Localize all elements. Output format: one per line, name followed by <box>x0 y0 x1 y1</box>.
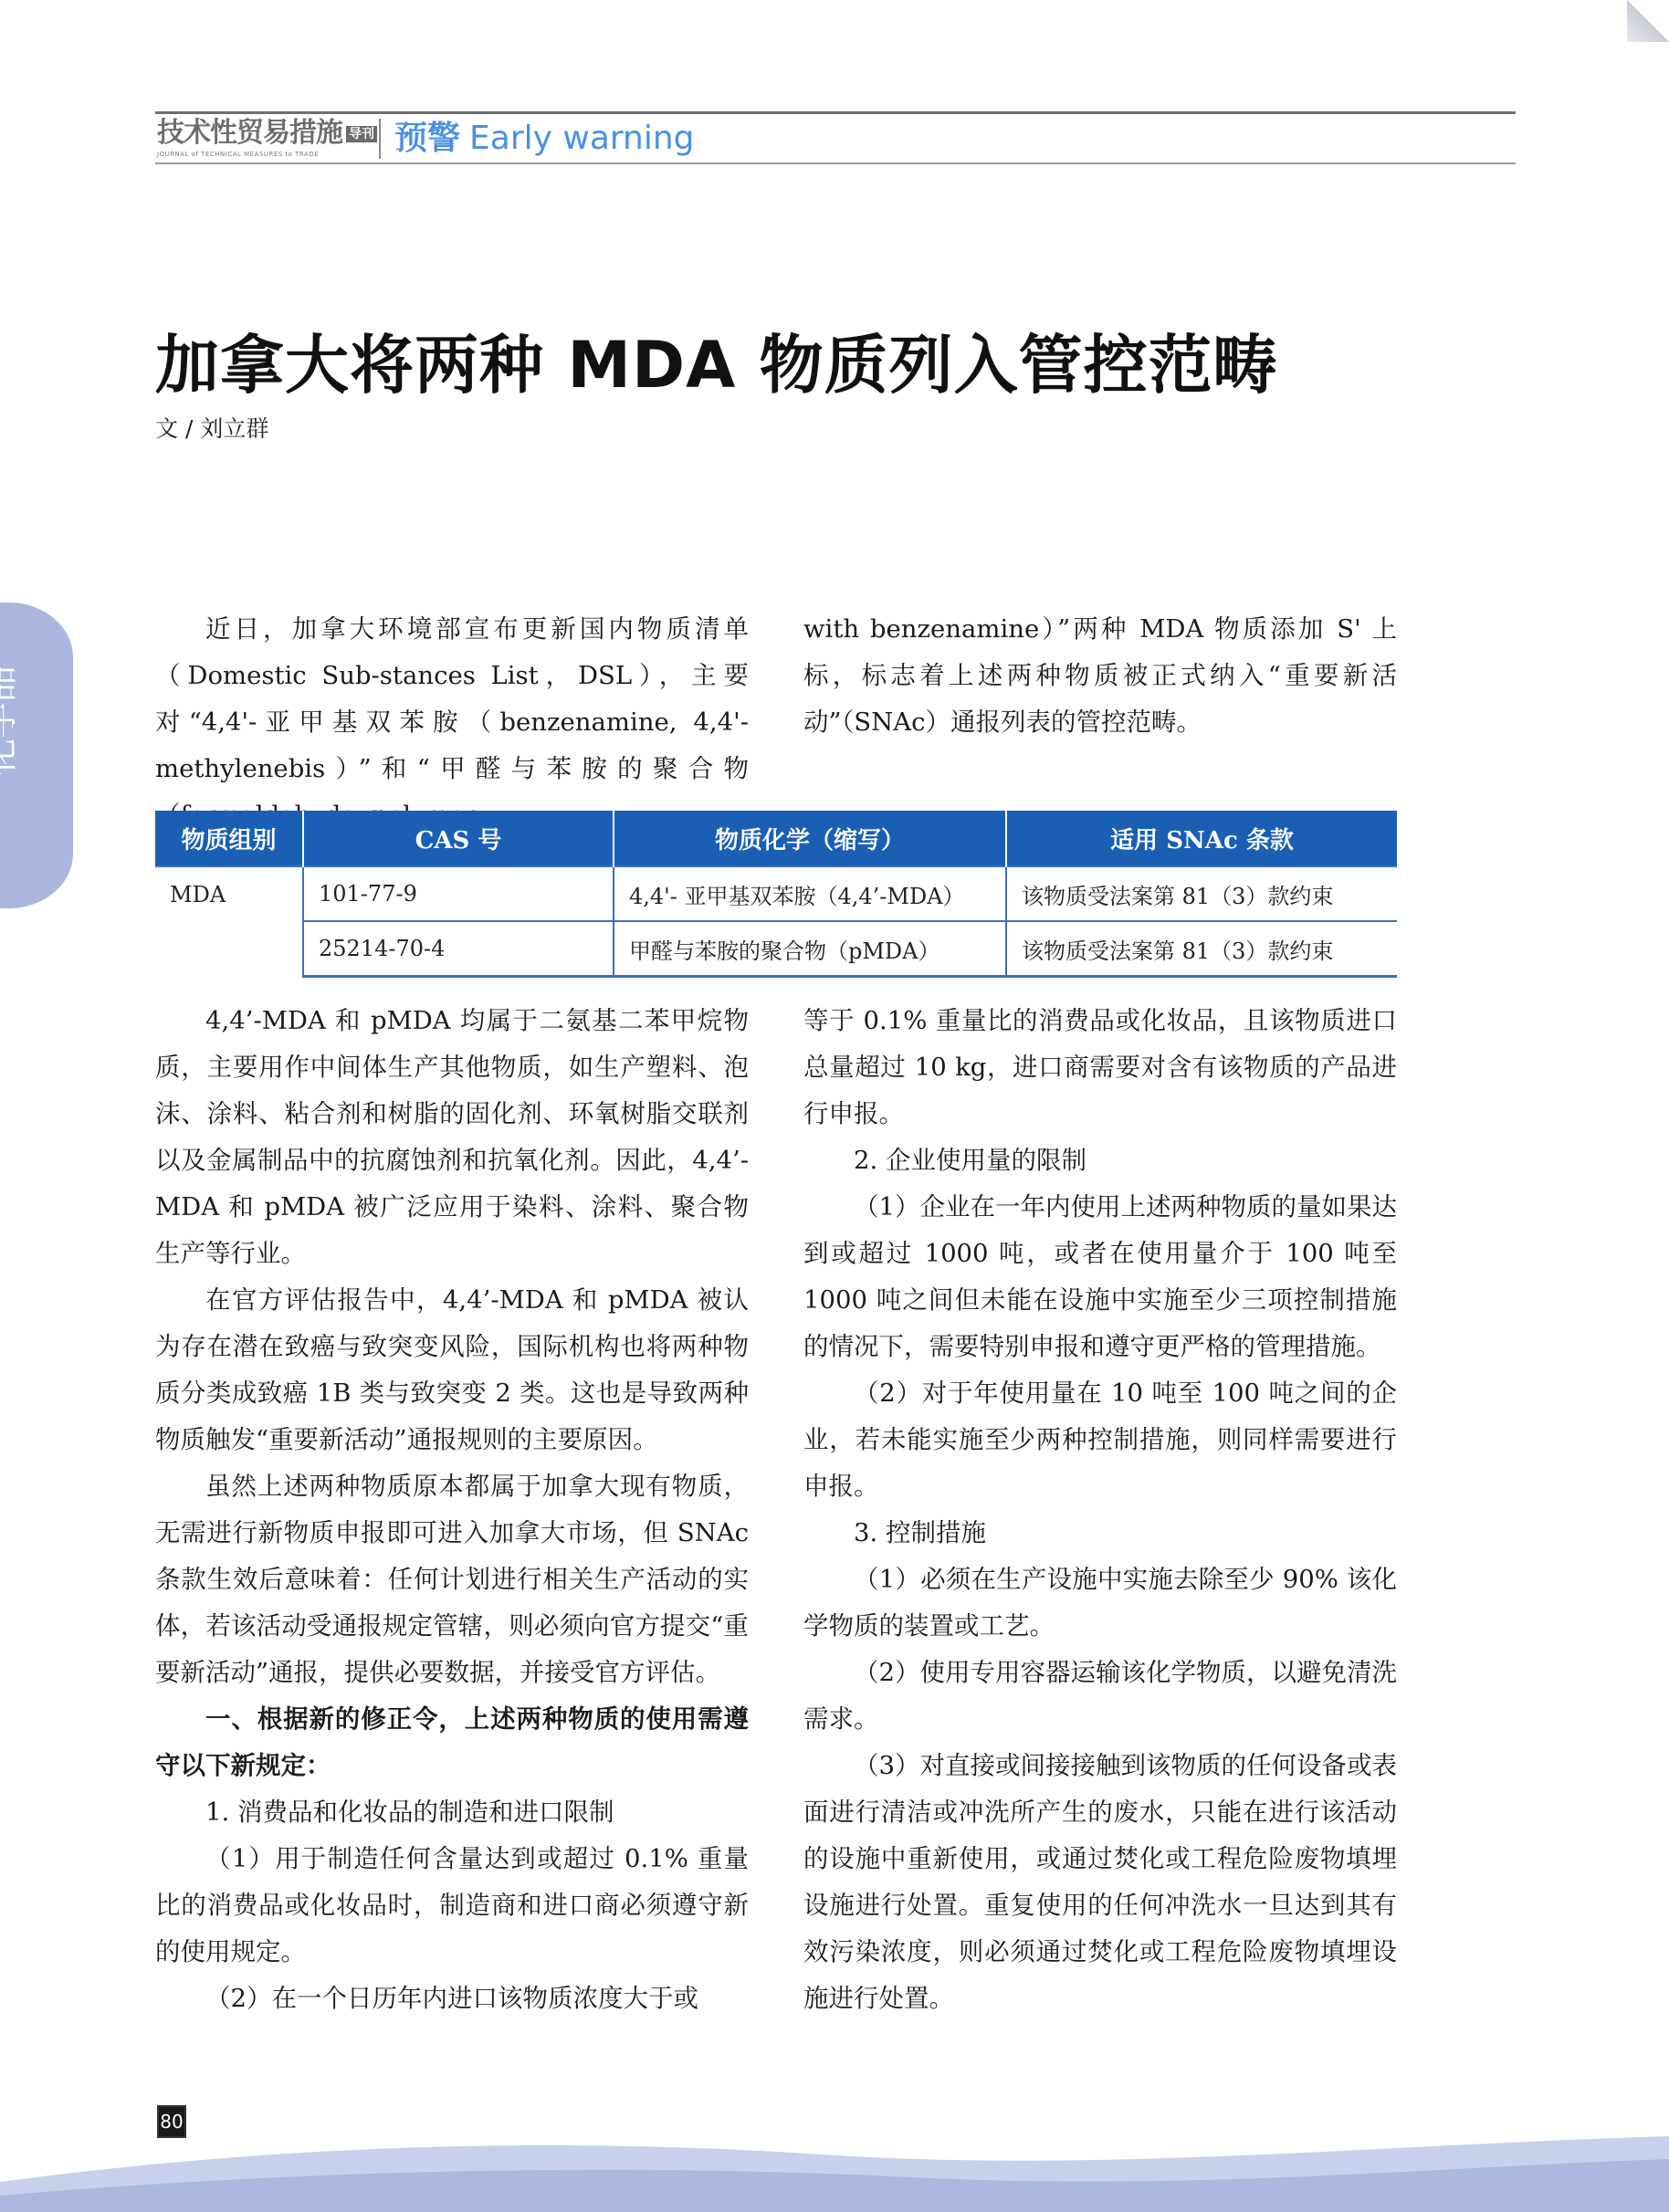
table-cell-cas: 101-77-9 <box>303 866 614 921</box>
subsection-heading: 3. 控制措施 <box>854 1518 986 1547</box>
table-cell-clause: 该物质受法案第 81（3）款约束 <box>1006 866 1397 921</box>
table-cell-clause: 该物质受法案第 81（3）款约束 <box>1006 921 1397 977</box>
section-heading: 一、根据新的修正令，上述两种物质的使用需遵守以下新规定： <box>155 1704 749 1780</box>
body-paragraph: 在官方评估报告中，4,4’-MDA 和 pMDA 被认为存在潜在致癌与致突变风险，国际机构也将两种物质分类成致癌 1B 类与致突变 2 类。这也是导致两种物质触发“重要新活动”通报规则的主要原因。 <box>155 1285 749 1454</box>
body-paragraph: （1）用于制造任何含量达到或超过 0.1% 重量比的消费品或化妆品时，制造商和进口商必须遵守新的使用规定。 <box>155 1844 749 1966</box>
body-paragraph: （2）对于年使用量在 10 吨至 100 吨之间的企业，若未能实施至少两种控制措施，则同样需要进行申报。 <box>803 1379 1397 1501</box>
table-header-clause: 适用 SNAc 条款 <box>1006 811 1397 866</box>
table-cell-substance: 甲醛与苯胺的聚合物（pMDA） <box>614 921 1006 977</box>
section-label-cn: 预警 <box>394 120 461 157</box>
article-author: 文 / 刘立群 <box>155 415 269 442</box>
subsection-heading: 2. 企业使用量的限制 <box>854 1146 1086 1175</box>
intro-column-right <box>803 606 1397 746</box>
journal-tag: 导刊 <box>346 126 377 142</box>
table-cell-substance: 4,4'- 亚甲基双苯胺（4,4’-MDA） <box>614 866 1006 921</box>
body-paragraph: （3）对直接或间接接触到该物质的任何设备或表面进行清洁或冲洗所产生的废水，只能在进行该活动的设施中重新使用，或通过焚化或工程危险废物填埋设施进行处置。重复使用的任何冲洗水一旦达到其有效污染浓度，则必须通过焚化或工程危险废物填埋设施进行处置。 <box>803 1751 1397 2013</box>
table-cell-cas: 25214-70-4 <box>303 921 614 977</box>
table-row <box>155 921 1397 977</box>
table-row <box>155 866 1397 921</box>
section-label <box>394 119 695 159</box>
intro-column-left <box>155 606 749 839</box>
table-header-substance: 物质化学（缩写） <box>614 811 1006 866</box>
body-paragraph: 4,4’-MDA 和 pMDA 均属于二氨基二苯甲烷物质，主要用作中间体生产其他物质，如生产塑料、泡沫、涂料、粘合剂和树脂的固化剂、环氧树脂交联剂以及金属制品中的抗腐蚀剂和抗氧化剂。因此，4,4’-MDA 和 pMDA 被广泛应用于染料、涂料、聚合物生产等行业。 <box>155 1006 749 1268</box>
table-cell-group: MDA <box>155 866 303 977</box>
body-paragraph: 虽然上述两种物质原本都属于加拿大现有物质，无需进行新物质申报即可进入加拿大市场，但 SNAc 条款生效后意味着：任何计划进行相关生产活动的实体，若该活动受通报规定管辖，则必须向官方提交“重要新活动”通报，提供必要数据，并接受官方评估。 <box>155 1472 749 1687</box>
journal-name-cn: 技术性贸易措施 <box>157 117 342 149</box>
body-paragraph: （1）必须在生产设施中实施去除至少 90% 该化学物质的装置或工艺。 <box>803 1565 1397 1641</box>
journal-name-en: JOURNAL of TECHNICAL MEASURES to TRADE <box>157 150 320 158</box>
page-number: 80 <box>157 2105 186 2138</box>
table-header-row <box>155 811 1397 866</box>
body-paragraph: （2）使用专用容器运输该化学物质，以避免清洗需求。 <box>803 1658 1397 1734</box>
section-label-en: Early warning <box>469 120 695 157</box>
body-paragraph: 等于 0.1% 重量比的消费品或化妆品，且该物质进口总量超过 10 kg，进口商需要对含有该物质的产品进行申报。 <box>803 1006 1397 1128</box>
body-paragraph: （2）在一个日历年内进口该物质浓度大于或 <box>205 1984 698 2013</box>
header-rule-bottom <box>155 162 1516 164</box>
table-header-cas: CAS 号 <box>303 811 614 866</box>
header-separator <box>379 119 381 159</box>
intro-paragraph-right: with benzenamine）”两种 MDA 物质添加 S' 上标，标志着上述两种物质被正式纳入“重要新活动”（SNAc）通报列表的管控范畴。 <box>803 614 1397 737</box>
body-column-left <box>155 998 749 2022</box>
table-header-group: 物质组别 <box>155 811 303 866</box>
substance-table <box>155 811 1397 978</box>
article-title: 加拿大将两种 MDA 物质列入管控范畴 <box>155 328 1278 403</box>
header-rule-top <box>155 111 1516 114</box>
intro-paragraph-left: 近日，加拿大环境部宣布更新国内物质清单（Domestic Sub-stances List，DSL），主要对“4,4'-亚甲基双苯胺（benzenamine, 4,4'-methylenebis）”和“甲醛与苯胺的聚合物 <box>155 614 749 783</box>
footer-wave-decoration <box>0 2127 1669 2212</box>
body-paragraph: （1）企业在一年内使用上述两种物质的量如果达到或超过 1000 吨，或者在使用量介于 100 吨至 1000 吨之间但未能在设施中实施至少三项控制措施的情况下，需要特别申报和遵守更严格的管理措施。 <box>803 1192 1397 1361</box>
body-column-right <box>803 998 1397 2022</box>
page-fold-corner <box>1627 0 1669 42</box>
category-side-tab-label <box>0 731 20 775</box>
subsection-heading: 1. 消费品和化妆品的制造和进口限制 <box>205 1798 614 1827</box>
journal-logo <box>157 117 377 159</box>
